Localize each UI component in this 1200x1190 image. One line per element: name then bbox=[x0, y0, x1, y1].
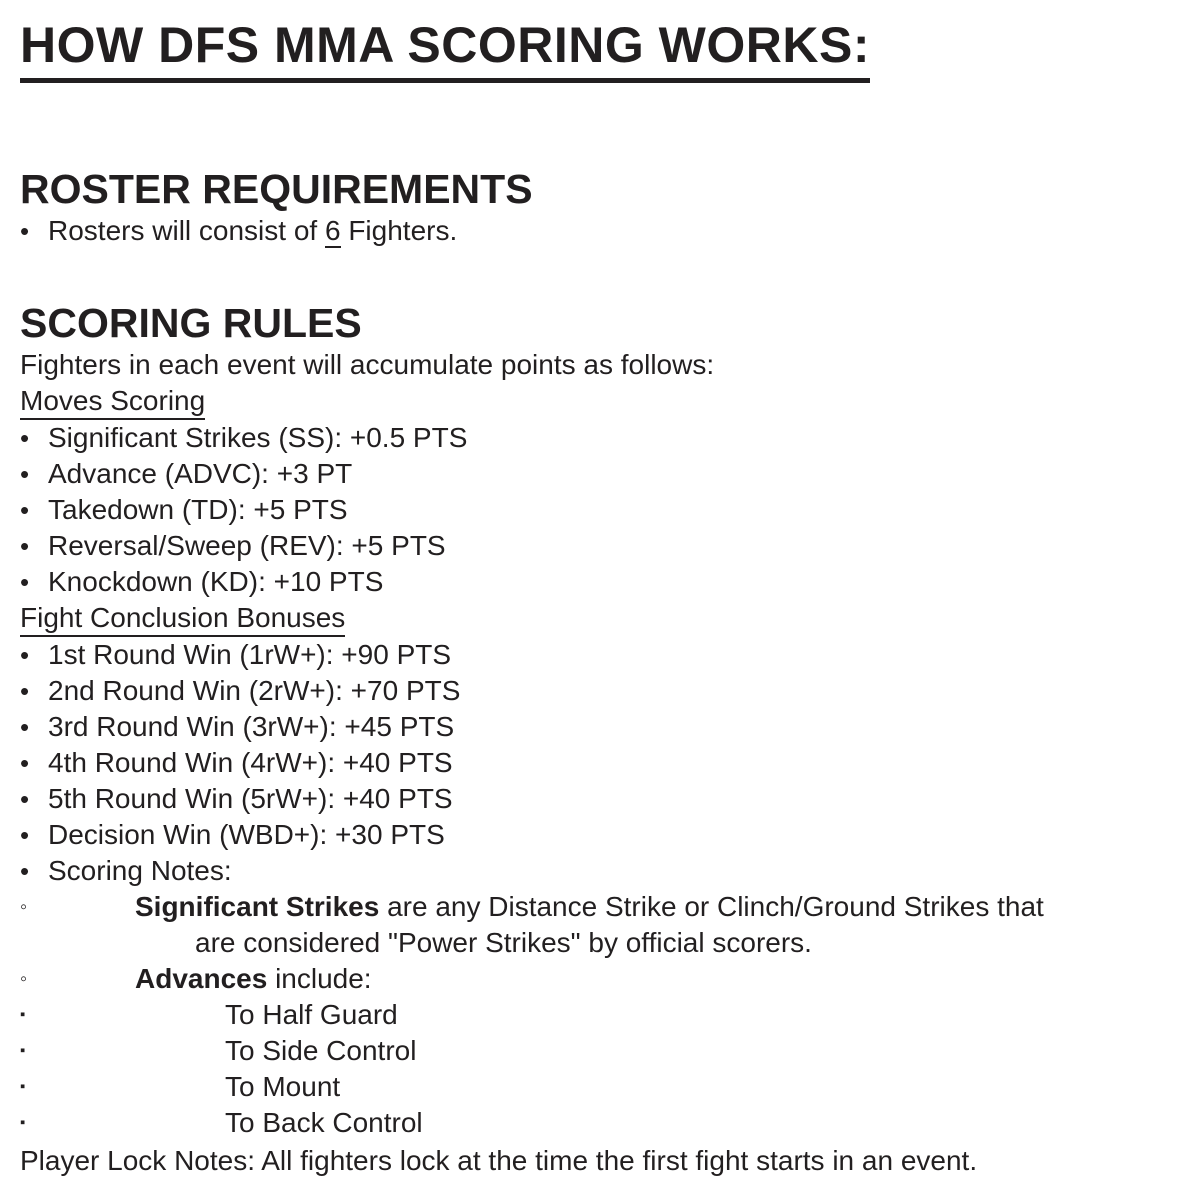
advances-note bbox=[135, 961, 1180, 997]
disc-bullet-icon: • bbox=[20, 216, 30, 246]
move-rule-text: Reversal/Sweep (REV): +5 PTS bbox=[48, 530, 446, 561]
disc-bullet-icon: • bbox=[20, 531, 30, 561]
note-line-1 bbox=[135, 891, 1044, 922]
disc-bullet-icon: • bbox=[20, 459, 30, 489]
disc-bullet-icon: • bbox=[20, 748, 30, 778]
bonus-rule-text: 4th Round Win (4rW+): +40 PTS bbox=[48, 747, 453, 778]
fight-conclusion-label: Fight Conclusion Bonuses bbox=[20, 601, 345, 637]
roster-bullet-text bbox=[48, 213, 457, 249]
disc-bullet-icon: • bbox=[20, 495, 30, 525]
advance-position-item bbox=[20, 997, 1180, 1033]
list-item bbox=[20, 528, 1180, 564]
disc-bullet-icon: • bbox=[20, 567, 30, 597]
note-rest: are any Distance Strike or Clinch/Ground Strikes that bbox=[379, 891, 1044, 922]
roster-requirements-heading: ROSTER REQUIREMENTS bbox=[20, 166, 533, 212]
disc-bullet-icon: • bbox=[20, 856, 30, 886]
square-bullet-icon: ▪ bbox=[20, 1114, 26, 1131]
roster-text-pre: Rosters will consist of bbox=[48, 215, 325, 246]
disc-bullet-icon: • bbox=[20, 784, 30, 814]
list-item bbox=[20, 745, 1180, 781]
note-bold-term: Advances bbox=[135, 963, 268, 994]
list-item bbox=[20, 420, 1180, 456]
page-title: HOW DFS MMA SCORING WORKS: bbox=[20, 16, 870, 83]
bonus-rule-text: Scoring Notes: bbox=[48, 855, 232, 886]
fight-conclusion-subheading bbox=[20, 600, 1180, 637]
roster-fighter-count: 6 bbox=[324, 215, 341, 246]
advance-position-text: To Half Guard bbox=[225, 999, 398, 1030]
list-item bbox=[20, 673, 1180, 709]
list-item bbox=[20, 817, 1180, 853]
circle-bullet-icon: ◦ bbox=[20, 968, 28, 990]
bonus-rule-text: 1st Round Win (1rW+): +90 PTS bbox=[48, 639, 452, 670]
list-item bbox=[20, 781, 1180, 817]
bonus-rule-text: 5th Round Win (5rW+): +40 PTS bbox=[48, 783, 453, 814]
roster-text-post: Fighters. bbox=[340, 215, 458, 246]
list-item bbox=[20, 456, 1180, 492]
advance-position-item bbox=[20, 1033, 1180, 1069]
list-item bbox=[20, 853, 1180, 889]
player-lock-notes: Player Lock Notes: All fighters lock at the time the first fight starts in an event. bbox=[20, 1145, 978, 1176]
disc-bullet-icon: • bbox=[20, 640, 30, 670]
scoring-note-item bbox=[20, 889, 1180, 961]
square-bullet-icon: ▪ bbox=[20, 1078, 26, 1095]
note-rest: include: bbox=[267, 963, 372, 994]
roster-bullet-item bbox=[20, 213, 1180, 249]
square-bullet-icon: ▪ bbox=[20, 1006, 26, 1023]
note-bold-term: Significant Strikes bbox=[135, 891, 380, 922]
advance-position-text: To Back Control bbox=[225, 1107, 423, 1138]
bonus-rule-text: Decision Win (WBD+): +30 PTS bbox=[48, 819, 445, 850]
scoring-intro: Fighters in each event will accumulate points as follows: bbox=[20, 349, 715, 380]
note-line-2: are considered "Power Strikes" by official scorers. bbox=[195, 927, 812, 958]
disc-bullet-icon: • bbox=[20, 712, 30, 742]
list-item bbox=[20, 709, 1180, 745]
move-rule-text: Advance (ADVC): +3 PT bbox=[48, 458, 353, 489]
list-item bbox=[20, 637, 1180, 673]
move-rule-text: Knockdown (KD): +10 PTS bbox=[48, 566, 384, 597]
moves-scoring-label: Moves Scoring bbox=[20, 384, 205, 420]
moves-scoring-subheading bbox=[20, 383, 1180, 420]
advance-position-text: To Mount bbox=[225, 1071, 341, 1102]
move-rule-text: Takedown (TD): +5 PTS bbox=[48, 494, 348, 525]
advance-position-text: To Side Control bbox=[225, 1035, 417, 1066]
advance-position-item bbox=[20, 1105, 1180, 1141]
circle-bullet-icon: ◦ bbox=[20, 896, 28, 918]
move-rule-text: Significant Strikes (SS): +0.5 PTS bbox=[48, 422, 468, 453]
disc-bullet-icon: • bbox=[20, 676, 30, 706]
square-bullet-icon: ▪ bbox=[20, 1042, 26, 1059]
disc-bullet-icon: • bbox=[20, 820, 30, 850]
list-item bbox=[20, 492, 1180, 528]
scoring-rules-heading: SCORING RULES bbox=[20, 300, 362, 346]
bonus-rule-text: 3rd Round Win (3rW+): +45 PTS bbox=[48, 711, 455, 742]
disc-bullet-icon: • bbox=[20, 423, 30, 453]
list-item bbox=[20, 564, 1180, 600]
significant-strikes-note bbox=[135, 889, 1180, 961]
scoring-note-item bbox=[20, 961, 1180, 997]
bonus-rule-text: 2nd Round Win (2rW+): +70 PTS bbox=[48, 675, 461, 706]
advance-position-item bbox=[20, 1069, 1180, 1105]
